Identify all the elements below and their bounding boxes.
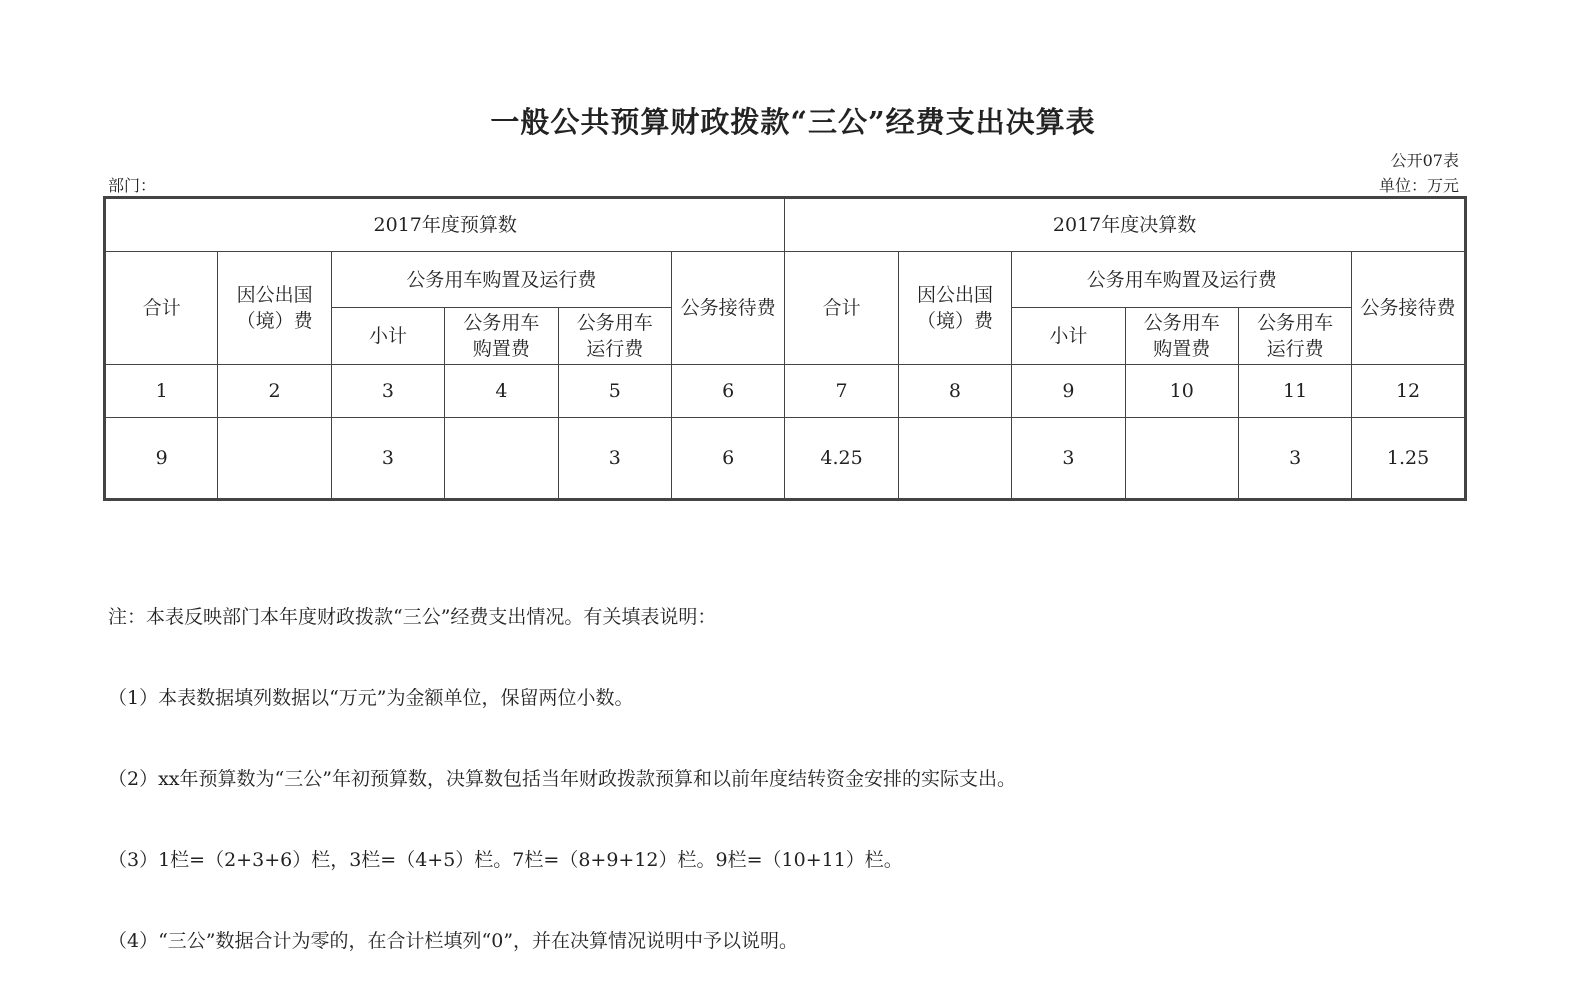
notes-section (108, 550, 1016, 982)
budget-reception-header: 公务接待费 (671, 252, 784, 365)
budget-vehicle-purchase-header (445, 308, 558, 365)
final-vehicle-purchase-label: 公务用车购置费 (1143, 312, 1220, 360)
column-number: 6 (671, 365, 784, 418)
header-row-1 (105, 198, 1466, 252)
column-number: 3 (331, 365, 444, 418)
value-cell (898, 418, 1011, 500)
column-number: 5 (558, 365, 671, 418)
value-cell (1125, 418, 1238, 500)
value-cell: 4.25 (785, 418, 898, 500)
budget-total-header: 合计 (105, 252, 218, 365)
column-number: 9 (1012, 365, 1125, 418)
budget-abroad-header (218, 252, 331, 365)
page-title: 一般公共预算财政拨款“三公”经费支出决算表 (490, 105, 1096, 139)
column-number: 4 (445, 365, 558, 418)
column-number: 11 (1238, 365, 1351, 418)
final-header: 2017年度决算数 (785, 198, 1465, 252)
final-vehicle-operation-label: 公务用车运行费 (1257, 312, 1334, 360)
note-line: （1）本表数据填列数据以“万元”为金额单位，保留两位小数。 (108, 687, 634, 709)
budget-header: 2017年度预算数 (105, 198, 785, 252)
note-line: 注：本表反映部门本年度财政拨款“三公”经费支出情况。有关填表说明： (108, 606, 717, 628)
value-cell: 3 (331, 418, 444, 500)
column-number-row (105, 365, 1466, 418)
column-number: 10 (1125, 365, 1238, 418)
value-cell: 3 (1012, 418, 1125, 500)
budget-subtotal-header: 小计 (331, 308, 444, 365)
final-total-header: 合计 (785, 252, 898, 365)
budget-vehicle-purchase-label: 公务用车购置费 (463, 312, 540, 360)
value-cell: 9 (105, 418, 218, 500)
value-cell (445, 418, 558, 500)
note-line: （4）“三公”数据合计为零的，在合计栏填列“0”，并在决算情况说明中予以说明。 (108, 930, 799, 952)
final-vehicle-header: 公务用车购置及运行费 (1012, 252, 1352, 308)
unit-label: 单位：万元 (1378, 176, 1459, 195)
final-subtotal-header: 小计 (1012, 308, 1125, 365)
value-cell (218, 418, 331, 500)
final-vehicle-operation-header (1238, 308, 1351, 365)
column-number: 12 (1352, 365, 1465, 418)
value-row (105, 418, 1466, 500)
column-number: 1 (105, 365, 218, 418)
department-label: 部门： (108, 176, 157, 195)
header-row-2 (105, 252, 1466, 308)
form-number: 公开07表 (1390, 151, 1459, 170)
budget-vehicle-header: 公务用车购置及运行费 (331, 252, 671, 308)
budget-table (103, 196, 1467, 501)
final-reception-header: 公务接待费 (1352, 252, 1465, 365)
value-cell: 1.25 (1352, 418, 1465, 500)
budget-vehicle-operation-header (558, 308, 671, 365)
final-abroad-label: 因公出国（境）费 (916, 284, 993, 332)
value-cell: 3 (558, 418, 671, 500)
note-line: （3）1栏=（2+3+6）栏，3栏=（4+5）栏。7栏=（8+9+12）栏。9栏=（10+11）栏。 (108, 849, 903, 871)
column-number: 7 (785, 365, 898, 418)
column-number: 2 (218, 365, 331, 418)
value-cell: 3 (1238, 418, 1351, 500)
budget-abroad-label: 因公出国（境）费 (236, 284, 313, 332)
note-line: （2）xx年预算数为“三公”年初预算数，决算数包括当年财政拨款预算和以前年度结转资金安排的实际支出。 (108, 768, 1016, 790)
value-cell: 6 (671, 418, 784, 500)
column-number: 8 (898, 365, 1011, 418)
budget-vehicle-operation-label: 公务用车运行费 (576, 312, 653, 360)
final-vehicle-purchase-header (1125, 308, 1238, 365)
final-abroad-header (898, 252, 1011, 365)
